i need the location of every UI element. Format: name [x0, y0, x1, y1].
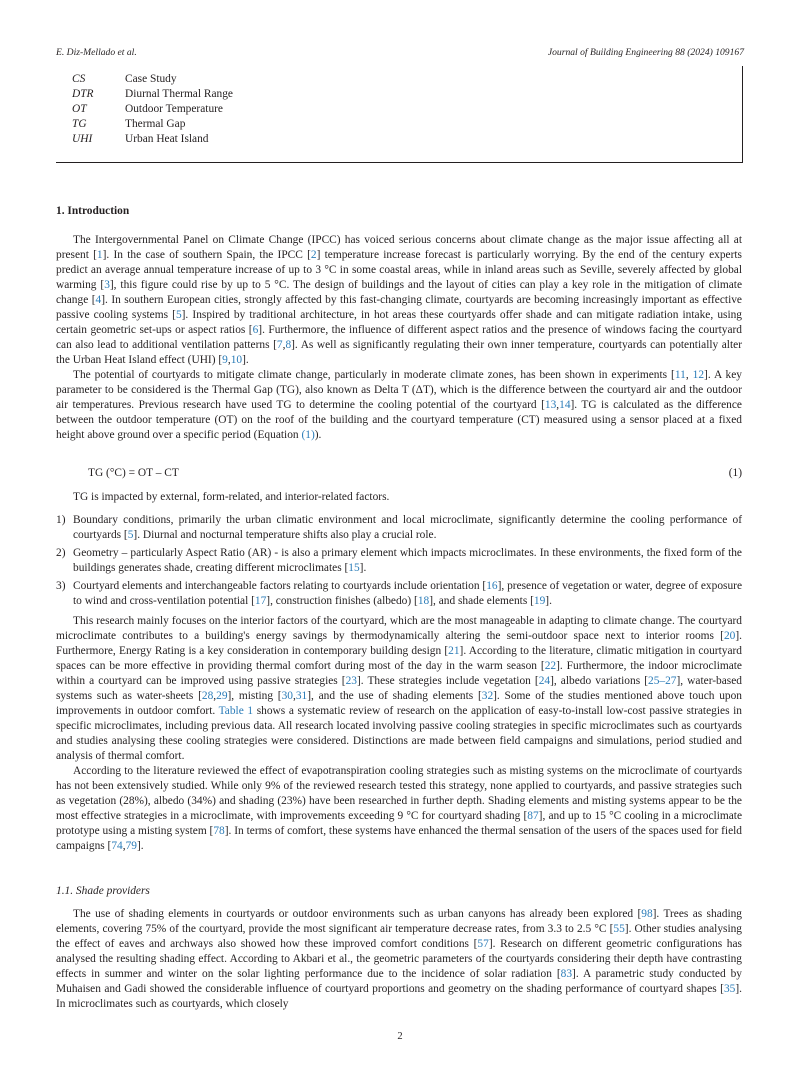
intro-text-block-2	[56, 614, 742, 854]
abbrev-value: Outdoor Temperature	[125, 103, 223, 115]
abbreviations-box	[56, 66, 743, 163]
citation-link[interactable]: 87	[527, 810, 539, 822]
subsection-heading-shade-providers: 1.1. Shade providers	[56, 885, 150, 897]
citation-link[interactable]: 12	[692, 369, 705, 381]
citation-link[interactable]: 30	[281, 690, 293, 702]
paragraph: This research mainly focuses on the interior factors of the courtyard, which are the most manageable in adapting to climate change. The courtyard microclimate contributes to a building's energy savings by thermodynamically altering the semi-outdoor space next to interior rooms [20]. Furthermore, Energy Rating is a key consideration in contemporary building design [21]. According to the literature, climatic mitigation in courtyard spaces can be more effective in providing thermal comfort during most of the day in the warm season [22]. Furthermore, the indoor microclimate within a courtyard can be improved using passive strategies [23]. These strategies include vegetation [24], albedo variations [25–27], water-based systems such as water-sheets [28,29], misting [30,31], and the use of shading elements [32]. Some of the studies mentioned above touch upon improvements in outdoor comfort. Table 1 shows a systematic review of research on the application of easy-to-install low-cost passive strategies in specific microclimates, including previous data. All research located involving passive cooling strategies in specific microclimates such as courtyards and studies analysing these cooling strategies were considered. Distinctions are made between field campaigns and simulations, period studied and analysis of thermal comfort.	[56, 615, 742, 762]
paragraph: According to the literature reviewed the effect of evapotranspiration cooling strategies such as misting systems on the microclimate of courtyards has not been extensively studied. While only 9% of the reviewed research tested this strategy, none applied to courtyards, and passive strategies such as vegetation (28%), albedo (34%) and shading (23%) have been researched in further depth. Shading elements and misting systems appear to be the most effective strategies in a microclimate, with improvements exceeding 9 °C for courtyard shading [87], and up to 15 °C cooling in a microclimate prototype using a misting system [78]. In terms of comfort, these systems have enhanced the thermal sensation of the users of the spaces used for field campaigns [74,79].	[56, 765, 743, 852]
factors-list	[56, 513, 742, 612]
list-number: 1)	[56, 514, 66, 526]
equation-formula: TG (°C) = OT – CT	[88, 467, 179, 479]
paragraph: TG is impacted by external, form-related, and interior-related factors.	[73, 491, 390, 503]
citation-link[interactable]: 22	[544, 660, 557, 672]
citation-link[interactable]: 3	[104, 279, 110, 291]
page-number: 2	[397, 1031, 403, 1042]
citation-link[interactable]: 98	[641, 908, 653, 920]
header-authors: E. Diz-Mellado et al.	[56, 47, 137, 58]
citation-link[interactable]: 32	[481, 690, 494, 702]
citation-link[interactable]: 4	[95, 294, 102, 306]
citation-link[interactable]: 8	[285, 339, 292, 351]
citation-link[interactable]: 17	[254, 595, 267, 607]
citation-link[interactable]: 7	[276, 339, 283, 351]
abbrev-value: Case Study	[125, 73, 177, 85]
abbrev-key: TG	[72, 118, 87, 130]
citation-link[interactable]: 5	[127, 529, 134, 541]
citation-link[interactable]: 21	[448, 645, 460, 657]
abbrev-key: UHI	[72, 133, 93, 145]
citation-link[interactable]: 79	[125, 840, 137, 852]
citation-link[interactable]: 29	[216, 690, 228, 702]
citation-link[interactable]: 74	[111, 840, 123, 852]
citation-link[interactable]: 2	[310, 249, 317, 261]
paragraph: The use of shading elements in courtyards or outdoor environments such as urban canyons has already been explored [98]. Trees as shading elements, covering 75% of the courtyard, provide the most significant air temperature decrease rates, from 3.3 to 2.5 °C [55]. Other studies analysing the effect of eaves and archways also showed how these improved comfort conditions [57]. Research on different geometric configurations has analysed the resulting shading effect. According to Akbari et al., the geometric parameters of the courtyards considering their depth have contrasting effects in summer and winter on the solar lighting performance due to the incidence of solar radiation [83]. A parametric study conducted by Muhaisen and Gadi showed the considerable influence of courtyard proportions and geometry on the shading performance of courtyard shapes [35]. In microclimates such as courtyards, which closely	[56, 908, 743, 1010]
paragraph: The Intergovernmental Panel on Climate Change (IPCC) has voiced serious concerns about climate change as the major issue affecting all at present [1]. In the case of southern Spain, the IPCC [2] temperature increase forecast is particularly worrying. By the end of the century experts predict an average annual temperature increase of up to 3 °C in some coastal areas, while in inland areas such as Seville, severely affected by global warming [3], this figure could rise by up to 5 °C. The design of buildings and the layout of cities can play a key role in the mitigation of climate change [4]. In southern European cities, strongly affected by this fast-changing climate, courtyards are becoming increasingly important as effective passive cooling systems [5]. Inspired by traditional architecture, in hot areas these courtyards offer shade and can mitigate radiation intake, using certain geometric set-ups or aspect ratios [6]. Furthermore, the influence of different aspect ratios and the presence of windows facing the courtyard can also lead to additional ventilation patterns [7,8]. As well as significantly regulating their own inner temperature, courtyards can potentially alter the Urban Heat Island effect (UHI) [9,10].	[56, 234, 743, 366]
list-item: 2) Geometry – particularly Aspect Ratio (AR) - is also a primary element which impacts microclimates. In these environments, the fixed form of the buildings generates shade, creating different microclimates [15].	[56, 547, 742, 574]
list-number: 2)	[56, 547, 66, 559]
equation-link[interactable]: (1)	[301, 429, 315, 441]
citation-link[interactable]: 31	[295, 690, 308, 702]
citation-link[interactable]: 13	[544, 399, 557, 411]
citation-link[interactable]: 20	[723, 630, 736, 642]
abbrev-key: DTR	[72, 88, 94, 100]
paragraph: The potential of courtyards to mitigate climate change, particularly in moderate climate zones, has been shown in experiments [11, 12]. A key parameter to be considered is the Thermal Gap (TG), also known as Delta T (ΔT), which is the difference between the courtyard air and the outdoor air temperatures. Previous research have used TG to determine the cooling potential of the courtyard [13,14]. TG is calculated as the difference between the outdoor temperature (OT) on the roof of the building and the courtyard temperature (CT) measured using a sensor placed at a fixed height above ground over a specific period (Equation (1)).	[56, 369, 742, 441]
abbrev-value: Thermal Gap	[125, 118, 186, 130]
citation-link[interactable]: 78	[213, 825, 225, 837]
equation-number: (1)	[728, 467, 742, 479]
citation-link[interactable]: 1	[96, 249, 103, 261]
abbrev-value: Diurnal Thermal Range	[125, 88, 233, 100]
citation-link[interactable]: 23	[345, 675, 357, 687]
factors-intro	[56, 490, 742, 505]
shade-providers-text	[56, 907, 742, 1012]
citation-link[interactable]: 14	[559, 399, 571, 411]
list-item: 3) Courtyard elements and interchangeable factors relating to courtyards include orientation [16], presence of vegetation or water, degree of exposure to wind and cross-ventilation potential [17], construction finishes (albedo) [18], and shade elements [19].	[56, 580, 742, 607]
citation-link[interactable]: 55	[613, 923, 625, 935]
citation-link[interactable]: 6	[252, 324, 259, 336]
citation-link[interactable]: 24	[538, 675, 551, 687]
equation-1	[56, 467, 742, 482]
intro-text-block-1	[56, 233, 742, 443]
header-journal: Journal of Building Engineering 88 (2024) 109167	[547, 47, 744, 58]
running-header	[56, 47, 744, 61]
citation-link[interactable]: 16	[486, 580, 498, 592]
citation-link[interactable]: 5	[175, 309, 182, 321]
citation-link[interactable]: 15	[348, 562, 360, 574]
list-number: 3)	[56, 580, 66, 592]
citation-link[interactable]: 11	[674, 369, 686, 381]
citation-link[interactable]: 35	[723, 983, 736, 995]
citation-link[interactable]: 10	[230, 354, 243, 366]
citation-link[interactable]: 18	[417, 595, 430, 607]
citation-link[interactable]: 25–27	[648, 675, 677, 687]
abbrev-key: CS	[72, 73, 86, 85]
list-item: 1) Boundary conditions, primarily the urban climatic environment and local microclimate, significantly determine the cooling performance of courtyards [5]. Diurnal and nocturnal temperature shifts also play a crucial role.	[56, 514, 742, 541]
abbrev-value: Urban Heat Island	[125, 133, 209, 145]
citation-link[interactable]: 28	[201, 690, 214, 702]
abbrev-key: OT	[72, 103, 87, 115]
table-link[interactable]: Table 1	[218, 705, 254, 717]
section-heading-introduction: 1. Introduction	[56, 205, 130, 217]
citation-link[interactable]: 9	[222, 354, 228, 366]
citation-link[interactable]: 83	[560, 968, 573, 980]
citation-link[interactable]: 19	[533, 595, 546, 607]
citation-link[interactable]: 57	[477, 938, 489, 950]
